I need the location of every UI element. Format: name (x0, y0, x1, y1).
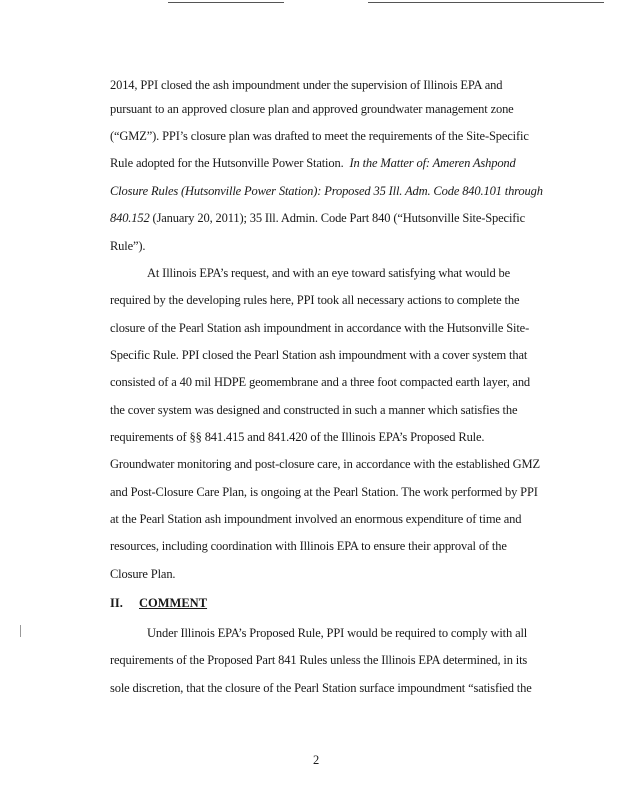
text-line-1: 2014, PPI closed the ash impoundment under the supervision of Illinois EPA and (110, 78, 503, 92)
case-caption-italic: In the Matter of: Ameren Ashpond (349, 156, 516, 170)
paragraph-3-line-2: requirements of the Proposed Part 841 Rules unless the Illinois EPA determined, in its (110, 653, 528, 667)
text-line-4-plain: Rule adopted for the Hutsonville Power Station. (110, 156, 344, 170)
paragraph-2-line-8: Groundwater monitoring and post-closure care, in accordance with the established GMZ (110, 457, 540, 471)
paragraph-2-line-7: requirements of §§ 841.415 and 841.420 of the Illinois EPA’s Proposed Rule. (110, 430, 485, 444)
paragraph-3-line-3: sole discretion, that the closure of the Pearl Station surface impoundment “satisfied the (110, 681, 532, 695)
section-title: COMMENT (139, 596, 208, 610)
paragraph-2-line-6: the cover system was designed and constructed in such a manner which satisfies the (110, 403, 518, 417)
page-number: 2 (313, 753, 320, 767)
top-rule-right (368, 2, 604, 3)
paragraph-2-line-1: At Illinois EPA’s request, and with an eye toward satisfying what would be (147, 266, 511, 280)
text-line-4 (110, 157, 516, 170)
paragraph-2-line-11: resources, including coordination with Illinois EPA to ensure their approval of the (110, 539, 507, 553)
paragraph-2-line-10: at the Pearl Station ash impoundment involved an enormous expenditure of time and (110, 512, 522, 526)
text-line-3: (“GMZ”). PPI’s closure plan was drafted to meet the requirements of the Site-Specific (110, 129, 529, 143)
text-line-6 (110, 212, 525, 225)
citation-italic: 840.152 (110, 211, 150, 225)
section-heading (110, 597, 250, 611)
top-rule-left (168, 2, 284, 3)
text-line-5: Closure Rules (Hutsonville Power Station): Proposed 35 Ill. Adm. Code 840.101 through (110, 184, 543, 198)
paragraph-2-line-4: Specific Rule. PPI closed the Pearl Station ash impoundment with a cover system that (110, 348, 528, 362)
paragraph-2-line-5: consisted of a 40 mil HDPE geomembrane and a three foot compacted earth layer, and (110, 375, 531, 389)
paragraph-2-line-2: required by the developing rules here, PPI took all necessary actions to complete the (110, 293, 520, 307)
paragraph-2-line-3: closure of the Pearl Station ash impoundment in accordance with the Hutsonville Site- (110, 321, 530, 335)
text-line-2: pursuant to an approved closure plan and approved groundwater management zone (110, 102, 514, 116)
citation-rest: (January 20, 2011); 35 Ill. Admin. Code Part 840 (“Hutsonville Site-Specific (149, 211, 526, 225)
paragraph-3-line-1: Under Illinois EPA’s Proposed Rule, PPI would be required to comply with all (147, 626, 528, 640)
margin-mark (20, 625, 21, 637)
paragraph-2-line-12: Closure Plan. (110, 567, 176, 581)
section-number: II. (110, 596, 123, 610)
text-line-7: Rule”). (110, 239, 146, 253)
paragraph-2-line-9: and Post-Closure Care Plan, is ongoing at the Pearl Station. The work performed by PPI (110, 485, 538, 499)
